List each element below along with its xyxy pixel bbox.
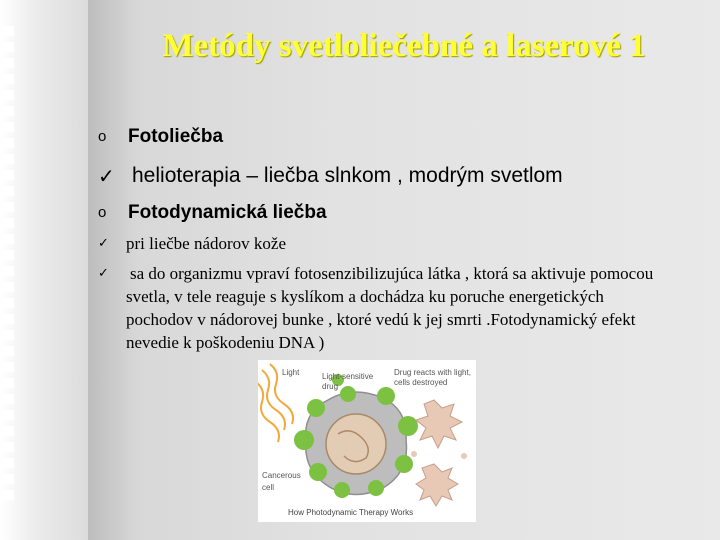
drug-label: Light-sensitive drug — [322, 372, 374, 391]
circle-bullet-icon: o — [98, 128, 107, 145]
circle-bullet-icon: o — [98, 204, 107, 221]
list-item-text: pri liečbe nádorov kože — [126, 234, 287, 253]
pdt-illustration — [258, 360, 476, 522]
slide-title: Metódy svetloliečebné a laserové 1 — [162, 28, 646, 64]
light-label: Light — [282, 368, 300, 377]
figure-caption: How Photodynamic Therapy Works — [288, 508, 414, 517]
list-item-text: helioterapia – liečba slnkom , modrým svetlom — [132, 164, 563, 187]
decorative-squares — [4, 26, 18, 526]
check-bullet-icon: ✓ — [98, 266, 109, 281]
section-heading: Fotoliečba — [128, 126, 224, 147]
cancerous-cell-label: Cancerous cell — [262, 471, 301, 492]
section-heading: Fotodynamická liečba — [128, 202, 327, 223]
list-item-text: sa do organizmu vpraví fotosenzibilizujúca látka , ktorá sa aktivuje pomocou svetla, v tele reaguje s kyslíkom a dochádza ku poruche energetických pochodov v nádorovej bunke , ktoré vedú k jej smrti .Fotodynamický efekt nevedie k poškodeniu DNA ) — [126, 264, 654, 352]
reaction-label: Drug reacts with light, cells destroyed — [394, 368, 471, 387]
check-bullet-icon: ✓ — [98, 164, 115, 188]
check-bullet-icon: ✓ — [98, 236, 109, 251]
